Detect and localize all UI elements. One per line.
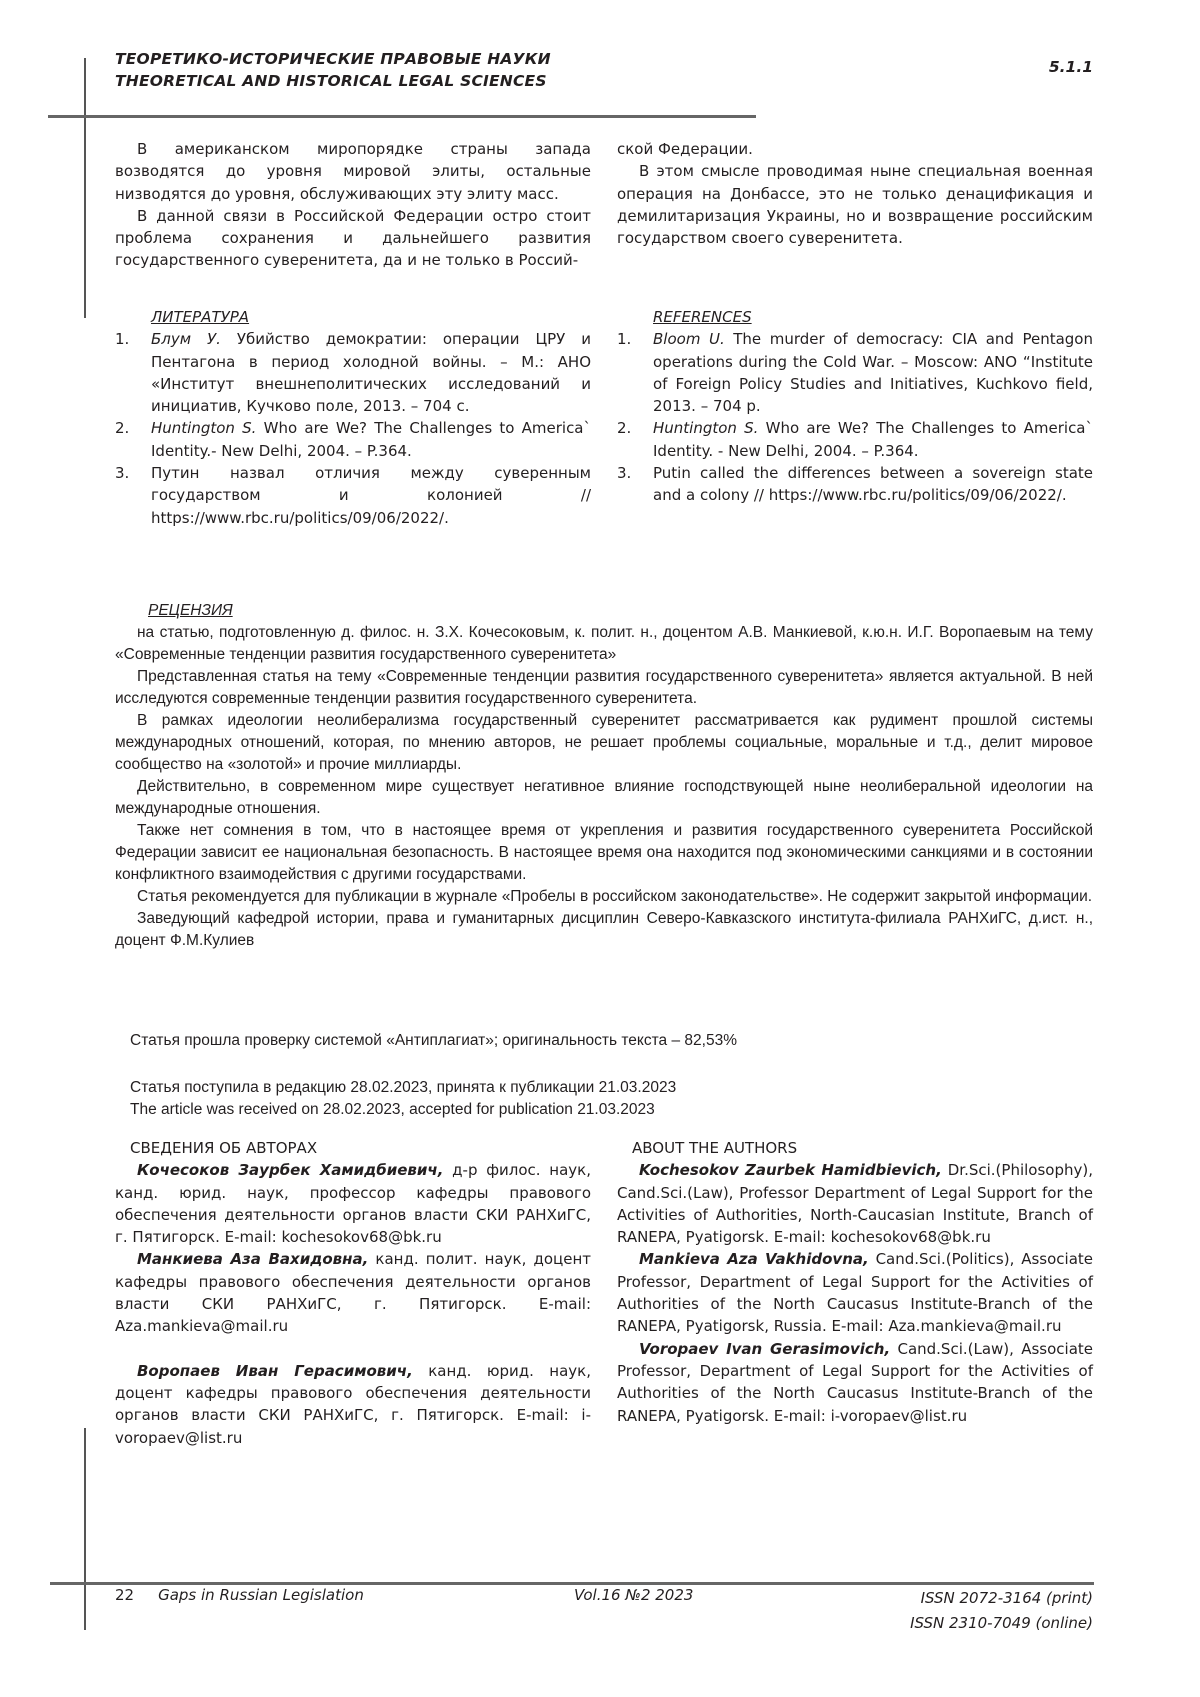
authors-ru-heading: СВЕДЕНИЯ ОБ АВТОРАХ: [130, 1139, 318, 1157]
author-details: Dr.Sci.(Philosophy), Cand.Sci.(Law), Professor Department of Legal Support for the Activities of Authorities, North-Caucasian Institute, Branch of RANEPA, Pyatigorsk. E-mail: kochesokov68@bk.ru: [617, 1161, 1093, 1247]
review-paragraph: Представленная статья на тему «Современные тенденции развития государственного суверенитета» является актуальной. В ней исследуются современные тенденции развития государственного суверенитета.: [115, 668, 1093, 707]
review-paragraph: В рамках идеологии неолиберализма государственный суверенитет рассматривается как рудимент прошлой системы международных отношений, которая, по мнению авторов, не решает проблемы социальные, моральные и т.д., делит мировое сообщество на «золотой» и прочие миллиарды.: [115, 712, 1093, 773]
item-author: Блум У.: [151, 330, 221, 349]
review-paragraph: на статью, подготовленную д. филос. н. З.Х. Кочесоковым, к. полит. н., доцентом А.В. Манкиевой, к.ю.н. И.Г. Воропаевым на тему «Современные тенденции развития государственного суверенитета»: [115, 624, 1093, 663]
page-number: 22: [115, 1586, 135, 1604]
item-author: Huntington S.: [653, 419, 759, 438]
header-title-en: THEORETICAL AND HISTORICAL LEGAL SCIENCES: [115, 72, 547, 90]
item-number: 2.: [115, 419, 130, 438]
review-paragraph: Статья рекомендуется для публикации в журнале «Пробелы в российском законодательстве». Не содержит закрытой информации.: [137, 888, 1093, 905]
review-paragraph: Действительно, в современном мире существует негативное влияние господствующей ныне неолиберальной идеологии на международные отношения.: [115, 778, 1093, 817]
author-entry: [115, 1360, 591, 1449]
literature-item: [115, 462, 591, 529]
item-text: Убийство демократии: операции ЦРУ и Пентагона в период холодной войны. – М.: АНО «Институт внешнеполитических исследований и инициатив, Кучково поле, 2013. – 704 с.: [151, 330, 592, 416]
author-name: Kochesokov Zaurbek Hamidbievich,: [639, 1161, 942, 1180]
review-section: [115, 600, 1093, 952]
review-paragraph: Также нет сомнения в том, что в настоящее время от укрепления и развития государственного суверенитета Российской Федерации зависит ее национальная безопасность. В настоящее время она находится под экономическими санкциями и в состоянии конфликтного взаимодействия с другими государствами.: [115, 822, 1093, 883]
body-paragraph: В американском миропорядке страны запада возводятся до уровня мировой элиты, остальные низводятся до уровня, обслуживающих эту элиту масс.: [115, 140, 591, 203]
antiplagiat-note: Статья прошла проверку системой «Антиплагиат»; оригинальность текста – 82,53%: [130, 1032, 737, 1049]
author-entry: [115, 1248, 591, 1337]
item-text: Putin called the differences between a sovereign state and a colony // https://www.rbc.ru/politics/09/06/2022/.: [653, 464, 1093, 505]
literature-item: [115, 328, 591, 417]
author-entry: [617, 1338, 1093, 1427]
references-section: [617, 306, 1093, 507]
authors-ru-section: [115, 1137, 591, 1449]
author-details: Cand.Sci.(Politics), Associate Professor, Department of Legal Support for the Activities of Authorities of the North Caucasus Institute-Branch of the RANEPA, Pyatigorsk, Russia. E-mail: Aza.mankieva@mail.ru: [617, 1250, 1093, 1336]
references-list: [617, 328, 1093, 506]
author-name: Кочесоков Заурбек Хамидбиевич,: [137, 1161, 444, 1180]
item-text: The murder of democracy: CIA and Pentagon operations during the Cold War. – Moscow: ANO “Institute of Foreign Policy Studies and Initiatives, Kuchkovo field, 2013. – 704 p.: [653, 330, 1093, 416]
body-paragraph: В данной связи в Российской Федерации остро стоит проблема сохранения и дальнейшего развития государственного суверенитета, да и не только в Россий-: [115, 206, 591, 270]
authors-en-heading: ABOUT THE AUTHORS: [632, 1139, 798, 1157]
item-number: 3.: [617, 464, 632, 483]
body-right-column: [617, 138, 1093, 249]
header-vertical-rule: [84, 58, 86, 318]
received-en: The article was received on 28.02.2023, accepted for publication 21.03.2023: [130, 1101, 655, 1118]
literature-section: [115, 306, 591, 529]
literature-item: [115, 417, 591, 462]
item-text: Who are We? The Challenges to America` Identity. - New Delhi, 2004. – P.364.: [653, 419, 1094, 460]
reference-item: [617, 417, 1093, 462]
item-number: 1.: [617, 330, 632, 349]
body-paragraph-continuation: ской Федерации.: [617, 140, 753, 158]
item-number: 3.: [115, 464, 130, 483]
author-name: Манкиева Аза Вахидовна,: [137, 1250, 369, 1269]
author-details: Cand.Sci.(Law), Associate Professor, Department of Legal Support for the Activities of Authorities of the North Caucasus Institute-Branch of the RANEPA, Pyatigorsk. E-mail: i-voropaev@list.ru: [617, 1339, 1094, 1425]
review-heading: РЕЦЕНЗИЯ: [148, 602, 233, 619]
header-title-ru: ТЕОРЕТИКО-ИСТОРИЧЕСКИЕ ПРАВОВЫЕ НАУКИ: [115, 50, 551, 68]
author-details: д-р филос. наук, канд. юрид. наук, профессор кафедры правового обеспечения деятельности органов власти СКИ РАНХиГС, г. Пятигорск. E-mail: kochesokov68@bk.ru: [115, 1161, 591, 1247]
issn-print: ISSN 2072-3164 (print): [920, 1589, 1093, 1607]
authors-en-section: [617, 1137, 1093, 1427]
reference-item: [617, 328, 1093, 417]
author-entry: [617, 1248, 1093, 1337]
received-ru: Статья поступила в редакцию 28.02.2023, принята к публикации 21.03.2023: [130, 1079, 677, 1096]
author-details: канд. полит. наук, доцент кафедры правового обеспечения деятельности органов власти СКИ РАНХиГС, г. Пятигорск. E-mail: Aza.mankieva@mail.ru: [115, 1250, 591, 1336]
item-author: Bloom U.: [653, 330, 725, 349]
item-text: Путин назвал отличия между суверенным государством и колонией // https://www.rbc.ru/politics/09/06/2022/.: [151, 464, 591, 527]
author-entry: [617, 1159, 1093, 1248]
journal-name: Gaps in Russian Legislation: [158, 1586, 364, 1604]
item-author: Huntington S.: [151, 419, 257, 438]
author-name: Воропаев Иван Герасимович,: [137, 1361, 413, 1380]
author-name: Voropaev Ivan Gerasimovich,: [639, 1339, 891, 1358]
item-number: 2.: [617, 419, 632, 438]
footer-vertical-rule: [84, 1428, 86, 1630]
body-left-column: [115, 138, 591, 272]
received-dates: [130, 1077, 676, 1121]
author-entry: [115, 1159, 591, 1248]
references-heading: REFERENCES: [653, 308, 752, 326]
section-code: 5.1.1: [1048, 58, 1093, 76]
literature-list: [115, 328, 591, 529]
issn-online: ISSN 2310-7049 (online): [910, 1614, 1093, 1632]
reference-item: [617, 462, 1093, 507]
review-signature: Заведующий кафедрой истории, права и гуманитарных дисциплин Северо-Кавказского института-филиала РАНХиГС, д.ист. н., доцент Ф.М.Кулиев: [115, 910, 1093, 949]
issue-info: Vol.16 №2 2023: [574, 1586, 694, 1604]
item-text: Who are We? The Challenges to America` Identity.- New Delhi, 2004. – P.364.: [151, 419, 592, 460]
running-header: [115, 48, 551, 92]
body-paragraph: В этом смысле проводимая ныне специальная военная операция на Донбассе, это не только денацификация и демилитаризация Украины, но и возвращение российским государством своего суверенитета.: [617, 162, 1093, 248]
footer-left: [115, 1586, 364, 1604]
author-details: канд. юрид. наук, доцент кафедры правового обеспечения деятельности органов власти СКИ РАНХиГС, г. Пятигорск. E-mail: i-voropaev@list.ru: [115, 1361, 591, 1447]
issn-block: [910, 1586, 1093, 1636]
header-horizontal-rule: [48, 115, 756, 118]
footer-horizontal-rule: [50, 1582, 1094, 1585]
literature-heading: ЛИТЕРАТУРА: [151, 308, 250, 326]
author-name: Mankieva Aza Vakhidovna,: [639, 1250, 869, 1269]
item-number: 1.: [115, 330, 130, 349]
